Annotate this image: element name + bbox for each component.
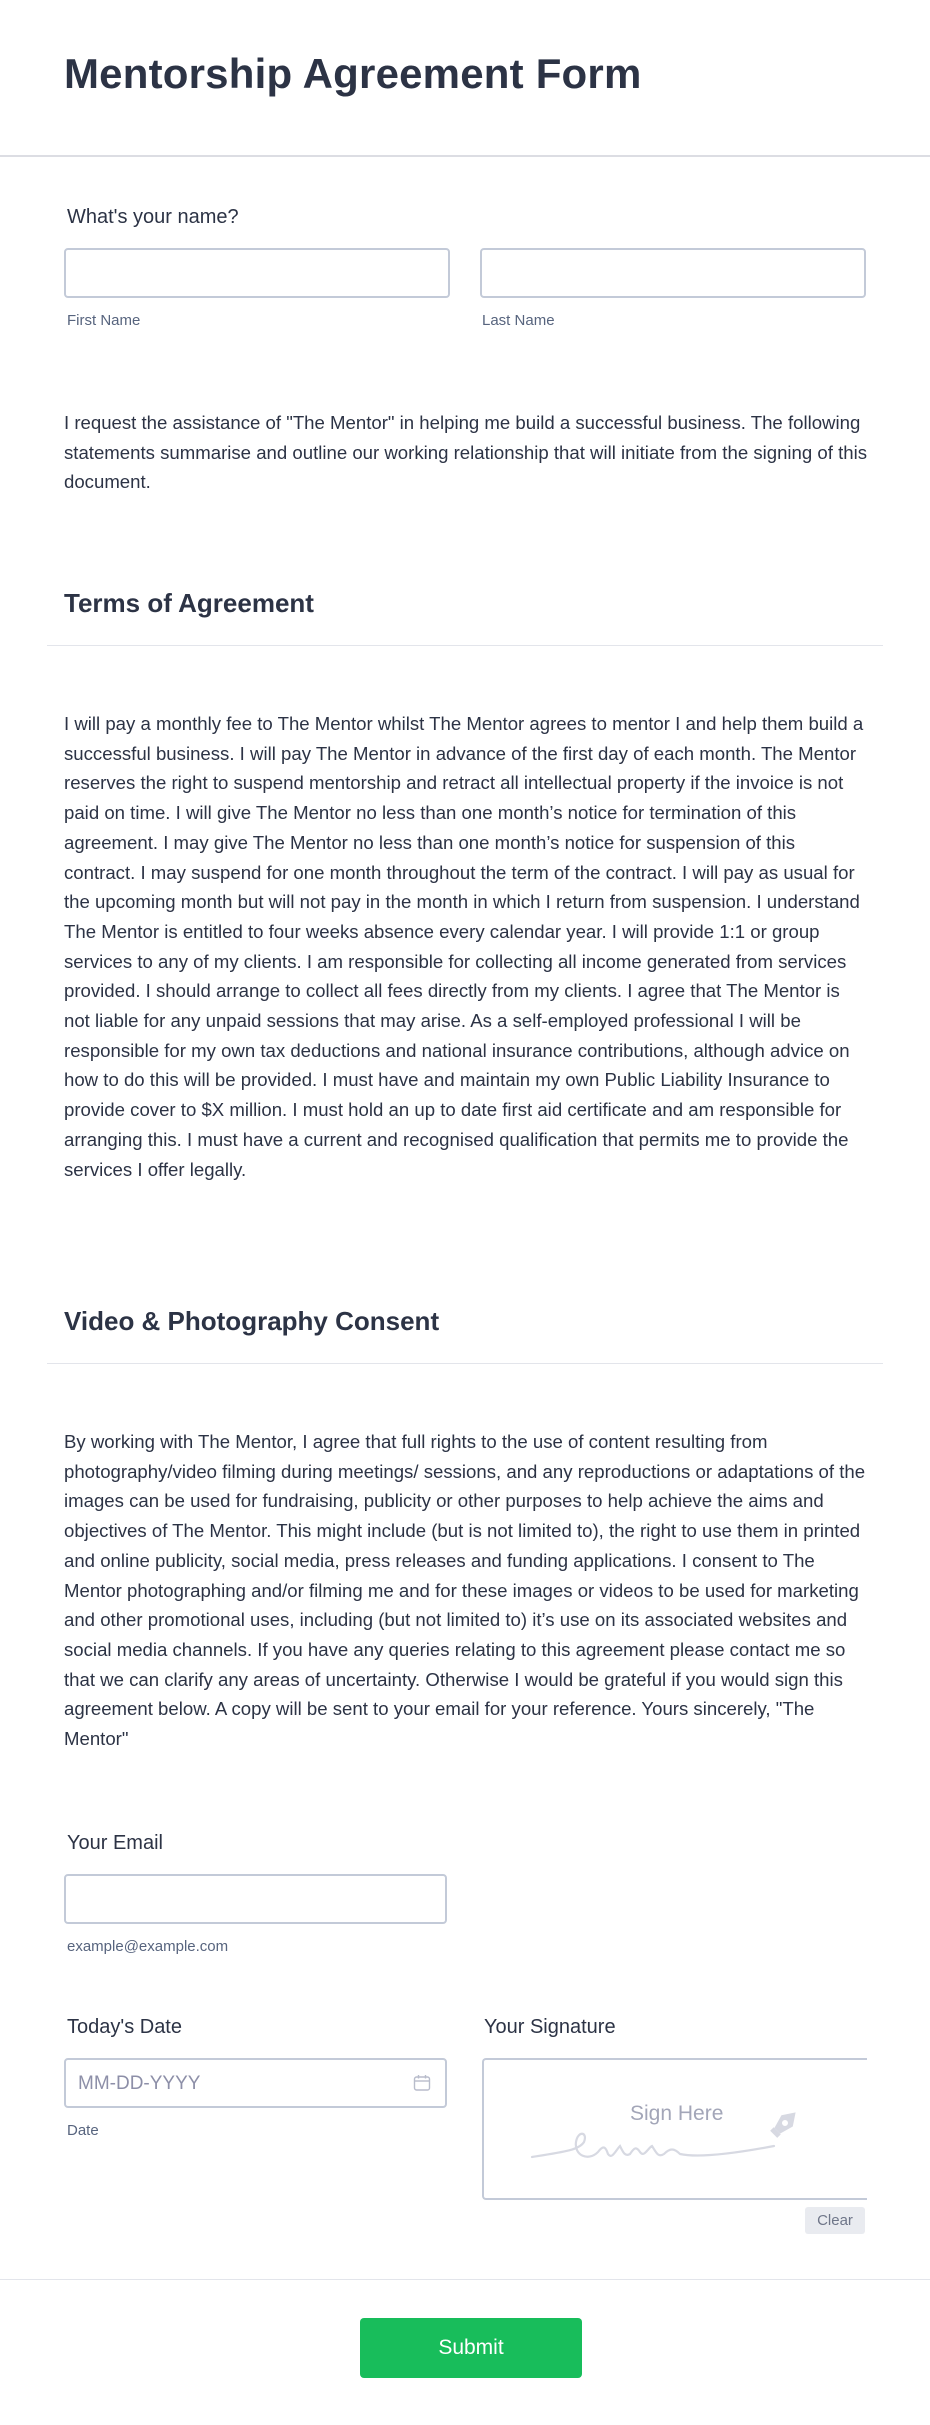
date-input[interactable] [64,2058,447,2108]
terms-paragraph: I will pay a monthly fee to The Mentor whilst The Mentor agrees to mentor I and help them build a successful business. I will pay The Mentor in advance of the first day of each month. The Mentor reserves the right to suspend mentorship and retract all intellectual property if the invoice is not paid on time. I will give The Mentor no less than one month’s notice for termination of this agreement. I may give The Mentor no less than one month’s notice for suspension of this contract. I may suspend for one month throughout the term of the contract. I will pay as usual for the upcoming month but will not pay in the month in which I return from suspension. I understand The Mentor is entitled to four weeks absence every calendar year. I will provide 1:1 or group services to any of my clients. I am responsible for collecting all income generated from services provided. I should arrange to collect all fees directly from my clients. I agree that The Mentor is not liable for any unpaid sessions that may arise. As a self-employed professional I will be responsible for my own tax deductions and national insurance contributions, although advice on how to do this will be provided. I must have and maintain my own Public Liability Insurance to provide cover to $X million. I must hold an up to date first aid certificate and am responsible for arranging this. I must have a current and recognised qualification that permits me to provide the services I offer legally. [64,713,864,1180]
signature-scribble-illustration [484,2060,867,2200]
first-name-sublabel: First Name [67,312,141,329]
last-name-sublabel: Last Name [482,312,555,329]
calendar-icon[interactable] [413,2074,431,2092]
footer-divider [0,2279,930,2280]
email-sublabel: example@example.com [67,1938,229,1955]
submit-button[interactable]: Submit [360,2318,582,2378]
consent-heading: Video & Photography Consent [64,1306,440,1336]
date-label: Today's Date [67,2016,182,2038]
first-name-input[interactable] [64,248,450,298]
email-input[interactable] [64,1874,447,1924]
consent-paragraph: By working with The Mentor, I agree that full rights to the use of content resulting from photography/video filming during meetings/ sessions, and any reproductions or adaptations of the images can be used for fundraising, publicity or other purposes to help achieve the aims and objectives of The Mentor. This might include (but is not limited to), the right to use them in printed and online publicity, social media, press releases and funding applications. I consent to The Mentor photographing and/or filming me and for these images or videos to be used for marketing and other promotional uses, including (but not limited to) it’s use on its associated websites and social media channels. If you have any queries relating to this agreement please contact me so that we can clarify any areas of uncertainty. Otherwise I would be grateful if you would sign this agreement below. A copy will be sent to your email for your reference. Yours sincerely, "The Mentor" [64,1431,866,1750]
terms-heading: Terms of Agreement [64,588,314,618]
terms-divider [47,645,883,646]
last-name-input[interactable] [480,248,866,298]
clear-signature-button[interactable]: Clear [805,2207,865,2234]
form-title: Mentorship Agreement Form [64,50,642,97]
date-placeholder: MM-DD-YYYY [78,2073,201,2094]
pen-nib-icon [766,2104,804,2142]
date-sublabel: Date [67,2122,99,2139]
consent-divider [47,1363,883,1364]
name-label: What's your name? [67,206,239,228]
signature-placeholder: Sign Here [630,2102,724,2125]
intro-paragraph: I request the assistance of "The Mentor" in helping me build a successful business. The following statements summarise and outline our working relationship that will initiate from the signing of this document. [64,412,868,493]
signature-pad[interactable] [482,2058,867,2200]
signature-label: Your Signature [484,2016,616,2038]
form-header [0,0,930,157]
email-label: Your Email [67,1832,163,1854]
